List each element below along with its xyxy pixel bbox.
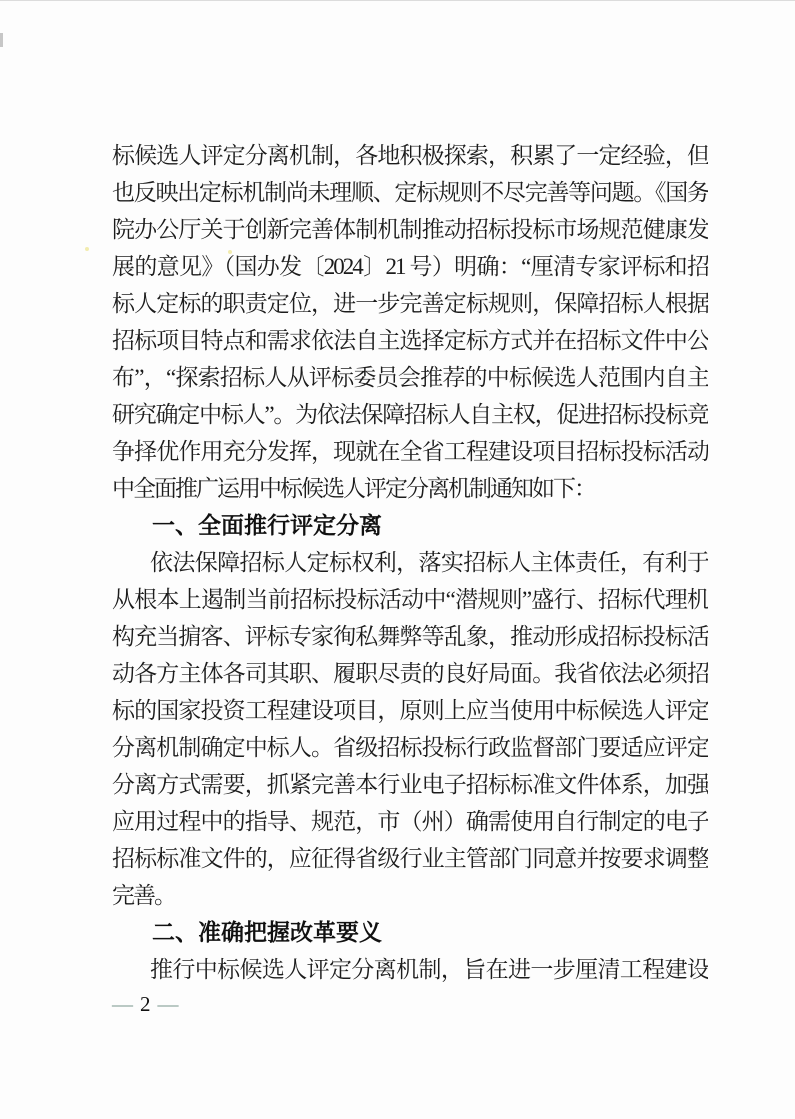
page-number-dash: — [157,992,179,1016]
text-line: 分离方式需要，抓紧完善本行业电子招标标准文件体系，加强 [112,772,708,797]
document-body [112,137,708,988]
scan-artifact-left-edge [0,33,3,47]
text-line: 研究确定中标人”。为依法保障招标人自主权，促进招标投标竞 [112,402,708,427]
text-line: 完善。 [112,883,175,908]
text-line: 标人定标的职责定位，进一步完善定标规则，保障招标人根据 [112,291,708,316]
text-line: 标的国家投资工程建设项目，原则上应当使用中标候选人评定 [112,698,708,723]
text-line: 依法保障招标人定标权利，落实招标人主体责任，有利于 [150,550,708,575]
text-line: 院办公厅关于创新完善体制机制推动招标投标市场规范健康发 [112,217,708,242]
page-number-value: 2 [140,992,151,1016]
section-heading: 一、全面推行评定分离 [152,512,382,538]
text-line: 也反映出定标机制尚未理顺、定标规则不尽完善等问题。《国务 [112,180,708,205]
scan-speck [85,247,89,251]
text-line: 展的意见》（国办发〔2024〕21 号）明确：“厘清专家评标和招 [112,254,708,279]
text-line: 动各方主体各司其职、履职尽责的良好局面。我省依法必须招 [112,661,708,686]
text-line: 招标标准文件的，应征得省级行业主管部门同意并按要求调整 [112,846,708,871]
text-line: 分离机制确定中标人。省级招标投标行政监督部门要适应评定 [112,735,708,760]
text-line: 推行中标候选人评定分离机制，旨在进一步厘清工程建设 [150,957,708,982]
page-number [112,992,179,1016]
text-line: 标候选人评定分离机制，各地积极探索，积累了一定经验，但 [112,143,708,168]
text-line: 应用过程中的指导、规范，市（州）确需使用自行制定的电子 [112,809,708,834]
text-line: 构充当掮客、评标专家徇私舞弊等乱象，推动形成招标投标活 [112,624,708,649]
text-line: 招标项目特点和需求依法自主选择定标方式并在招标文件中公 [112,328,708,353]
page-number-dash: — [112,992,133,1016]
section-heading: 二、准确把握改革要义 [152,919,382,945]
scan-top-edge-line [0,0,795,1]
text-line: 争择优作用充分发挥，现就在全省工程建设项目招标投标活动 [112,439,708,464]
text-line: 中全面推广运用中标候选人评定分离机制通知如下： [112,476,595,501]
text-line: 布”，“探索招标人从评标委员会推荐的中标候选人范围内自主 [112,365,708,390]
text-line: 从根本上遏制当前招标投标活动中“潜规则”盛行、招标代理机 [112,587,708,612]
